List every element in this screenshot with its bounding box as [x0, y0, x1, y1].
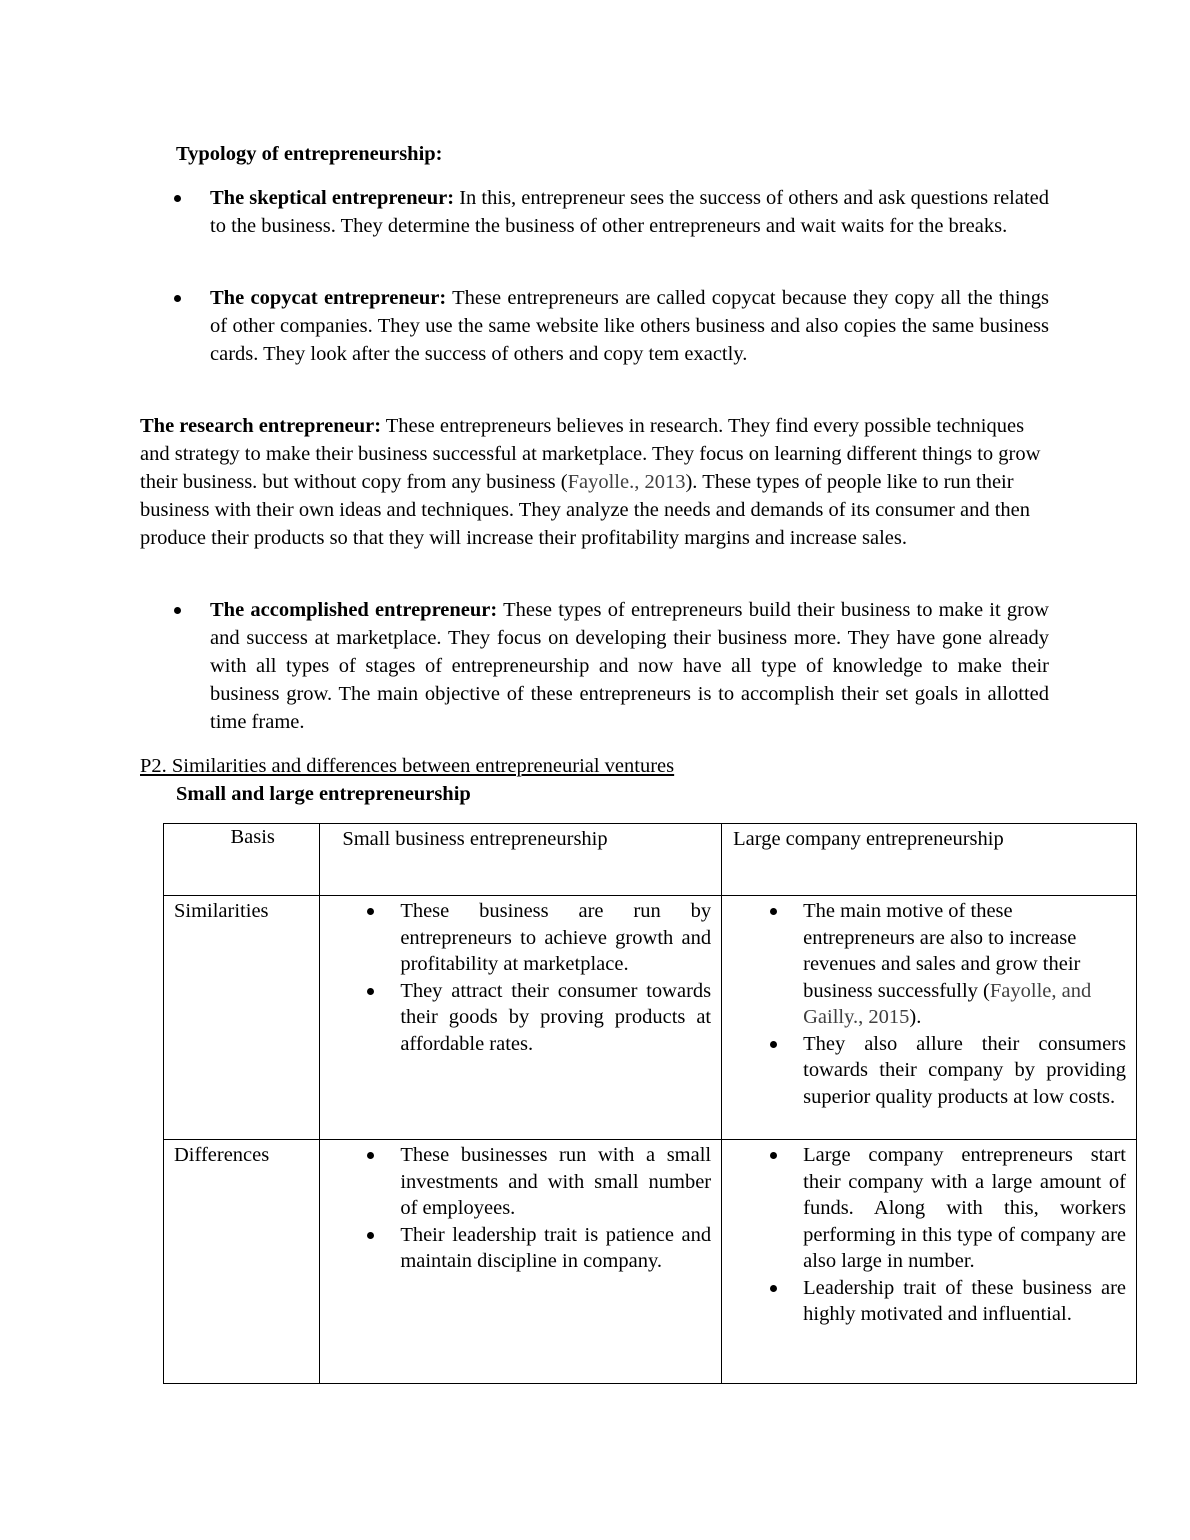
large-cell	[722, 896, 1137, 1140]
subheading: Small and large entrepreneurship	[176, 783, 471, 805]
basis-cell: Differences	[164, 1140, 320, 1384]
list-item	[803, 898, 1126, 1031]
term-label: The copycat entrepreneur:	[210, 287, 447, 309]
table-row	[164, 896, 1137, 1140]
comparison-table	[163, 823, 1137, 1384]
item-text: ).	[909, 1006, 922, 1028]
term-description: In this, entrepreneur sees the success of others and ask questions related to the business. They determine the business of other entrepreneurs and wait waits for the breaks.	[210, 187, 1050, 237]
list-item: They attract their consumer towards their goods by proving products at affordable rates.	[400, 978, 711, 1058]
term-description: These entrepreneurs are called copycat because they copy all the things of other companies. They use the same website like others business and also copies the same business cards. They look after the success of others and copy tem exactly.	[210, 287, 1049, 365]
research-paragraph	[140, 412, 1050, 552]
large-cell	[722, 1140, 1137, 1384]
small-cell	[320, 896, 722, 1140]
term-label: The accomplished entrepreneur:	[210, 599, 498, 621]
list-item-skeptical	[210, 184, 1049, 240]
paragraph-text: These entrepreneurs believes in research. They find every possible techniques and strategy to make their business successful at marketplace. They focus on learning different things to grow their business. but without copy from any business (	[140, 415, 1041, 493]
table-row	[164, 1140, 1137, 1384]
list-item-copycat	[210, 284, 1049, 368]
item-text: The main motive of these entrepreneurs are also to increase revenues and sales and grow their business successfully (	[803, 900, 1081, 1002]
typology-heading: Typology of entrepreneurship:	[176, 143, 443, 165]
bullet-icon	[174, 184, 184, 212]
list-item: Large company entrepreneurs start their company with a large amount of funds. Along with this, workers performing in this type of company are also large in number.	[803, 1142, 1126, 1275]
table-header-row	[164, 824, 1137, 896]
term-label: The research entrepreneur:	[140, 415, 382, 437]
header-large: Large company entrepreneurship	[722, 824, 1137, 896]
citation: Fayolle, and Gailly., 2015	[803, 979, 1092, 1028]
list-item-accomplished	[210, 596, 1049, 736]
basis-cell: Similarities	[164, 896, 320, 1140]
term-description: These types of entrepreneurs build their business to make it grow and success at marketplace. They focus on developing their business more. They have gone already with all types of stages of entrepreneurship and now have all type of knowledge to make their business grow. The main objective of these entrepreneurs is to accomplish their set goals in allotted time frame.	[210, 599, 1049, 733]
citation: Fayolle., 2013	[567, 471, 686, 493]
list-item: These business are run by entrepreneurs to achieve growth and profitability at marketplace.	[400, 898, 711, 978]
paragraph-text: ). These types of people like to run their business with their own ideas and techniques. They analyze the needs and demands of its consumer and then produce their products so that they will increase their profitability margins and increase sales.	[140, 471, 1030, 549]
list-item: Leadership trait of these business are highly motivated and influential.	[803, 1275, 1126, 1328]
term-label: The skeptical entrepreneur:	[210, 187, 455, 209]
header-basis: Basis	[164, 824, 320, 896]
header-small: Small business entrepreneurship	[320, 824, 722, 896]
small-cell	[320, 1140, 722, 1384]
list-item: Their leadership trait is patience and maintain discipline in company.	[400, 1222, 711, 1275]
section-heading: P2. Similarities and differences between entrepreneurial ventures	[140, 755, 675, 777]
bullet-icon	[174, 596, 184, 624]
list-item: These businesses run with a small investments and with small number of employees.	[400, 1142, 711, 1222]
list-item: They also allure their consumers towards their company by providing superior quality products at low costs.	[803, 1031, 1126, 1111]
bullet-icon	[174, 284, 184, 312]
